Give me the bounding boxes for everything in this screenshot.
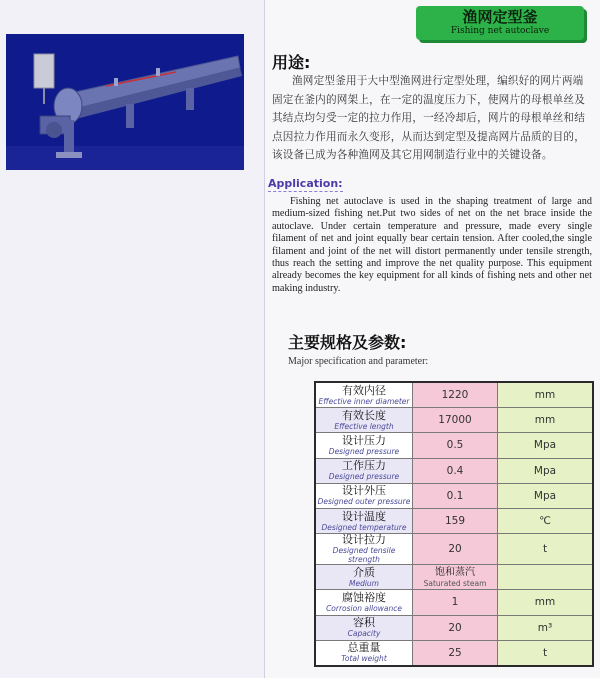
param-unit <box>498 565 594 590</box>
param-name-cell <box>315 458 413 483</box>
param-value: 20 <box>413 534 498 565</box>
param-name-en: Total weight <box>341 654 387 664</box>
param-value: 1220 <box>413 382 498 408</box>
param-value: 1 <box>413 590 498 615</box>
param-name-en: Designed temperature <box>321 522 407 532</box>
application-paragraph: Fishing net autoclave is used in the shaping treatment of large and medium-sized fishing net.Put two sides of net on the net brace inside the autoclave. Under certain temperature and pressure, made every single filament of net and joint equally bear certain tension. After cooled,the single filament and joint of the net will distort permanently under tensile strength, thus reach the setting and improve the net quality purpose. This equipment already becomes the key equipment for all kinds of fishing nets and other net making industry. <box>272 196 592 294</box>
param-name-en: Designed outer pressure <box>317 497 411 507</box>
spec-subheading: Major specification and parameter: <box>288 356 429 367</box>
table-row <box>315 534 593 565</box>
table-row <box>315 615 593 640</box>
table-row <box>315 382 593 408</box>
param-value: 17000 <box>413 408 498 433</box>
param-name-en: Effective length <box>334 421 394 431</box>
param-unit: ℃ <box>498 508 594 533</box>
param-name-en: Designed pressure <box>328 472 400 482</box>
param-name-cell <box>315 534 413 565</box>
param-value: 0.5 <box>413 433 498 458</box>
table-row <box>315 458 593 483</box>
param-value-cell <box>413 565 498 590</box>
usage-paragraph: 渔网定型釜用于大中型渔网进行定型处理，编织好的网片两端固定在釜内的网架上，在一定的温度压力下，使网片的母根单丝及其结点均匀受一定的拉力作用，一经冷却后，网片的母根单丝和结点因拉力作用而永久变形，从而达到定型及提高网片品质的目的，该设备已成为各种渔网及其它用网制造行业中的关键设备。 <box>272 75 586 161</box>
param-unit: Mpa <box>498 483 594 508</box>
table-row <box>315 640 593 666</box>
param-name-en: Medium <box>349 578 379 588</box>
param-unit: mm <box>498 382 594 408</box>
param-name-cn: 设计拉力 <box>342 533 386 547</box>
param-unit: Mpa <box>498 433 594 458</box>
table-row <box>315 483 593 508</box>
application-heading: Application: <box>268 177 343 190</box>
param-value: 20 <box>413 615 498 640</box>
param-name-cell <box>315 640 413 666</box>
param-name-en: Designed pressure <box>328 446 400 456</box>
param-name-cell <box>315 483 413 508</box>
title-english: Fishing net autoclave <box>450 26 550 36</box>
param-name-en: Designed tensile strength <box>332 546 396 565</box>
table-row <box>315 508 593 533</box>
param-name-cell <box>315 408 413 433</box>
product-photo <box>6 34 244 170</box>
param-name-cn: 设计压力 <box>342 433 386 447</box>
param-unit: Mpa <box>498 458 594 483</box>
param-name-cell <box>315 590 413 615</box>
param-unit: t <box>498 534 594 565</box>
param-name-cell <box>315 382 413 408</box>
param-value: 159 <box>413 508 498 533</box>
param-value-en: Saturated steam <box>423 578 487 588</box>
title-chinese: 渔网定型釜 <box>462 8 538 26</box>
param-value: 饱和蒸汽 <box>435 566 475 578</box>
param-name-cn: 有效内径 <box>342 383 386 397</box>
table-row <box>315 433 593 458</box>
param-value: 0.1 <box>413 483 498 508</box>
param-name-cn: 腐蚀裕度 <box>342 590 386 604</box>
spec-heading: 主要规格及参数: <box>288 333 407 352</box>
param-name-cell <box>315 615 413 640</box>
param-name-cell <box>315 433 413 458</box>
param-name-cn: 设计温度 <box>342 509 386 523</box>
param-name-en: Capacity <box>347 629 381 639</box>
left-column <box>0 0 265 678</box>
param-name-cn: 总重量 <box>347 641 381 655</box>
param-unit: m³ <box>498 615 594 640</box>
param-name-cn: 容积 <box>353 616 375 630</box>
title-badge <box>416 6 584 40</box>
spec-table <box>314 381 594 667</box>
autoclave-machine-image <box>6 34 244 170</box>
param-unit: mm <box>498 408 594 433</box>
table-row <box>315 565 593 590</box>
param-value: 0.4 <box>413 458 498 483</box>
usage-heading: 用途: <box>272 53 311 72</box>
param-name-cn: 设计外压 <box>342 484 386 498</box>
param-name-cell <box>315 565 413 590</box>
param-unit: t <box>498 640 594 666</box>
param-value: 25 <box>413 640 498 666</box>
table-row <box>315 590 593 615</box>
param-name-cn: 介质 <box>353 565 375 579</box>
param-name-cn: 有效长度 <box>342 408 386 422</box>
param-name-cell <box>315 508 413 533</box>
param-name-cn: 工作压力 <box>342 459 386 473</box>
param-name-en: Effective inner diameter <box>318 396 410 406</box>
table-row <box>315 408 593 433</box>
param-name-en: Corrosion allowance <box>326 603 402 613</box>
param-unit: mm <box>498 590 594 615</box>
